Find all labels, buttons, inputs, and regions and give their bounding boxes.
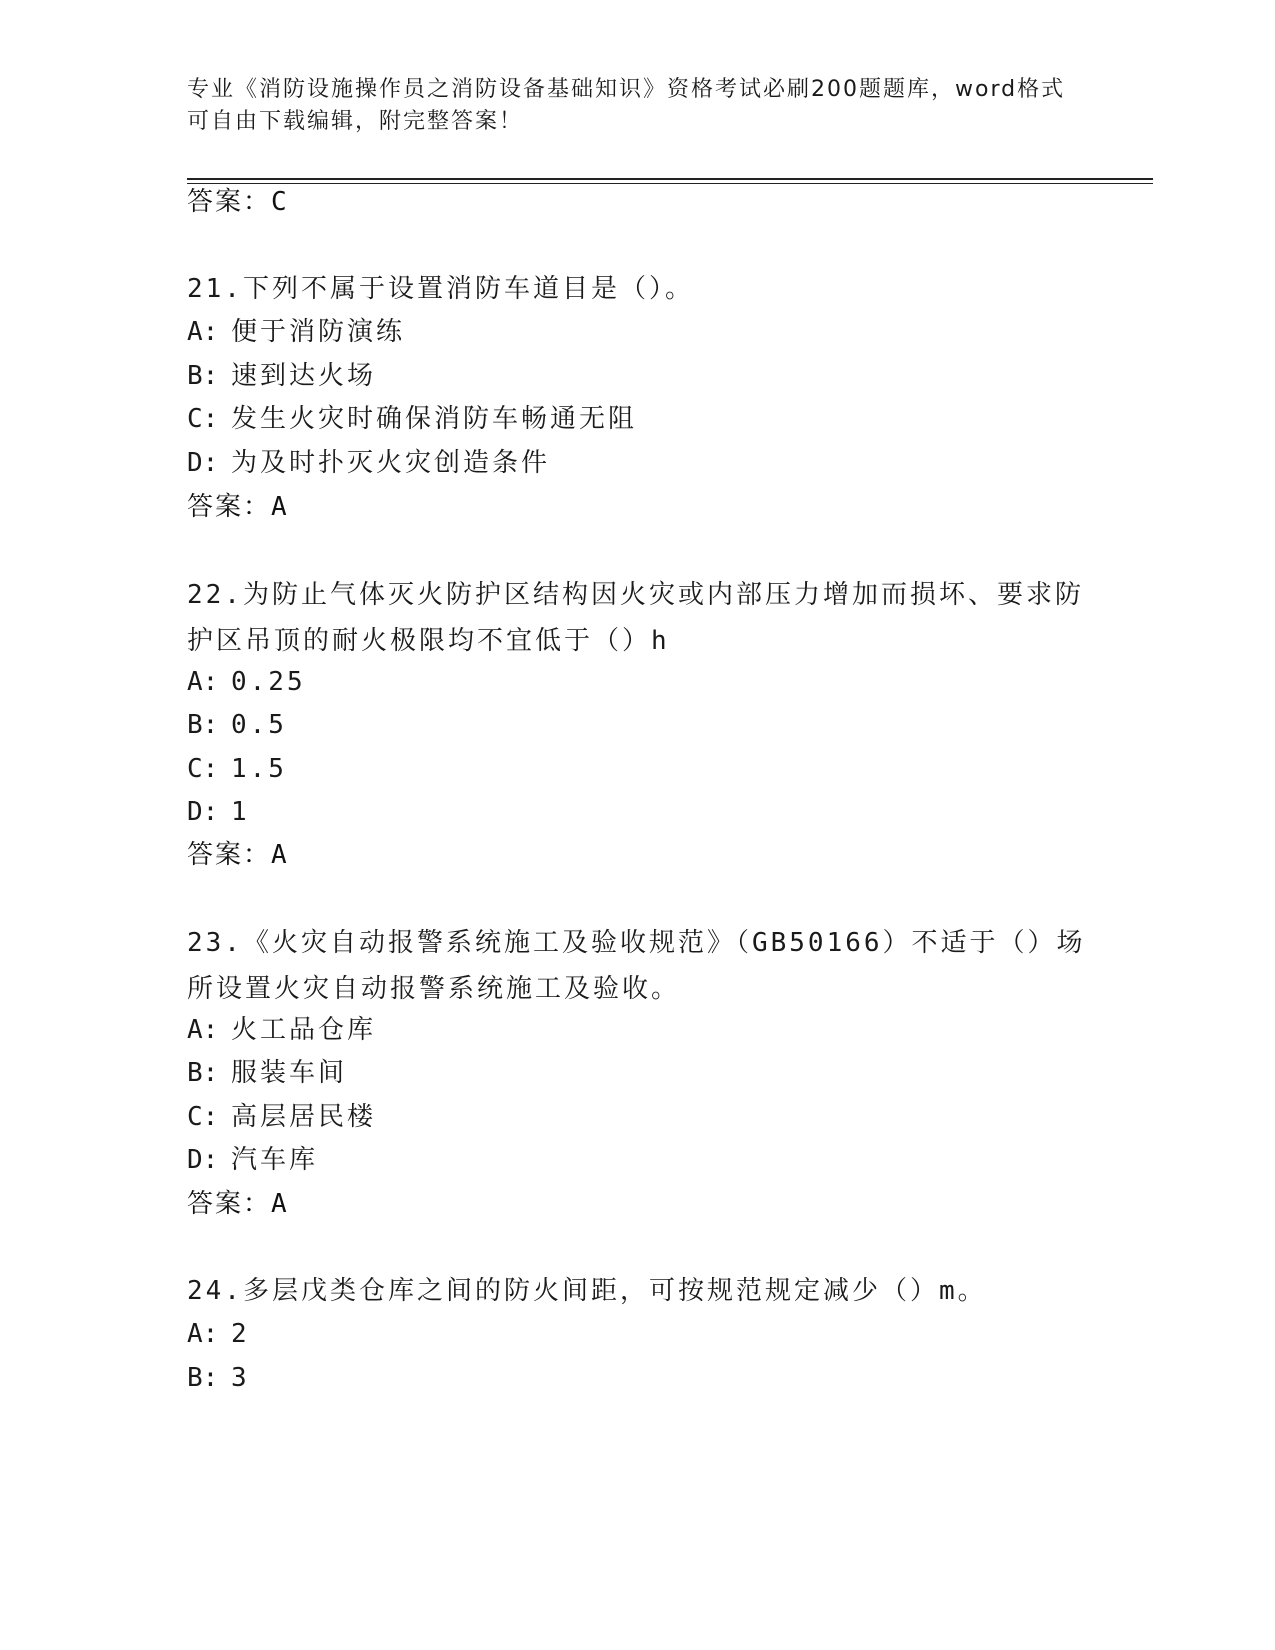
answer-value: A — [271, 840, 287, 870]
option-key: C: — [187, 404, 219, 434]
question-23-stem: 23.《火灾自动报警系统施工及验收规范》（GB50166）不适于（）场所设置火灾自动报警系统施工及验收。 — [187, 928, 1086, 1004]
question-22-stem: 22.为防止气体灭火防护区结构因火灾或内部压力增加而损坏、要求防护区吊顶的耐火极限均不宜低于（）h — [187, 580, 1084, 656]
answer-label: 答案： — [187, 492, 272, 522]
question-24-option-b — [187, 1360, 250, 1396]
question-23-option-c — [187, 1099, 376, 1135]
option-key: D: — [187, 1145, 219, 1175]
option-text: 发生火灾时确保消防车畅通无阻 — [231, 404, 638, 434]
option-text: 为及时扑灭火灾创造条件 — [231, 448, 551, 478]
option-key: A: — [187, 1015, 219, 1045]
option-key: B: — [187, 1363, 219, 1393]
option-text: 2 — [231, 1319, 250, 1349]
question-21-option-c — [187, 401, 637, 437]
question-22-option-a — [187, 664, 306, 700]
header-divider-thin — [187, 183, 1153, 184]
previous-answer — [187, 184, 287, 220]
option-text: 1 — [231, 797, 250, 827]
option-key: C: — [187, 1102, 219, 1132]
option-key: A: — [187, 667, 219, 697]
answer-value: A — [271, 1189, 287, 1219]
option-text: 火工品仓库 — [231, 1015, 377, 1045]
question-24-stem: 24.多层戊类仓库之间的防火间距，可按规范规定减少（）m。 — [187, 1276, 987, 1306]
option-text: 汽车库 — [231, 1145, 319, 1175]
option-key: D: — [187, 797, 219, 827]
option-text: 1.5 — [231, 754, 287, 784]
answer-label: 答案： — [187, 187, 272, 217]
question-23-option-b — [187, 1055, 347, 1091]
answer-label: 答案： — [187, 840, 272, 870]
header-divider-thick — [187, 178, 1153, 180]
option-key: B: — [187, 710, 219, 740]
answer-value: A — [271, 492, 287, 522]
question-21-option-d — [187, 445, 550, 481]
question-21-option-a — [187, 314, 405, 350]
answer-label: 答案： — [187, 1189, 272, 1219]
question-23-option-a — [187, 1012, 376, 1048]
question-24-option-a — [187, 1316, 250, 1352]
option-text: 0.5 — [231, 710, 287, 740]
option-text: 便于消防演练 — [231, 317, 406, 347]
option-text: 速到达火场 — [231, 361, 377, 391]
question-22-option-b — [187, 707, 287, 743]
option-text: 3 — [231, 1363, 250, 1393]
question-21-answer — [187, 489, 287, 525]
question-21-stem: 21.下列不属于设置消防车道目是（）。 — [187, 274, 694, 304]
option-key: A: — [187, 317, 219, 347]
option-key: A: — [187, 1319, 219, 1349]
document-header: 专业《消防设施操作员之消防设备基础知识》资格考试必刷200题题库，word格式可自由下载编辑，附完整答案！ — [187, 77, 1066, 134]
option-text: 0.25 — [231, 667, 306, 697]
option-key: B: — [187, 1058, 219, 1088]
option-key: B: — [187, 361, 219, 391]
question-23-answer — [187, 1186, 287, 1222]
option-text: 服装车间 — [231, 1058, 348, 1088]
question-23-option-d — [187, 1142, 318, 1178]
question-22-option-c — [187, 751, 287, 787]
answer-value: C — [271, 187, 287, 217]
question-21-option-b — [187, 358, 376, 394]
option-key: C: — [187, 754, 219, 784]
option-key: D: — [187, 448, 219, 478]
question-22-option-d — [187, 794, 250, 830]
question-22-answer — [187, 837, 287, 873]
option-text: 高层居民楼 — [231, 1102, 377, 1132]
